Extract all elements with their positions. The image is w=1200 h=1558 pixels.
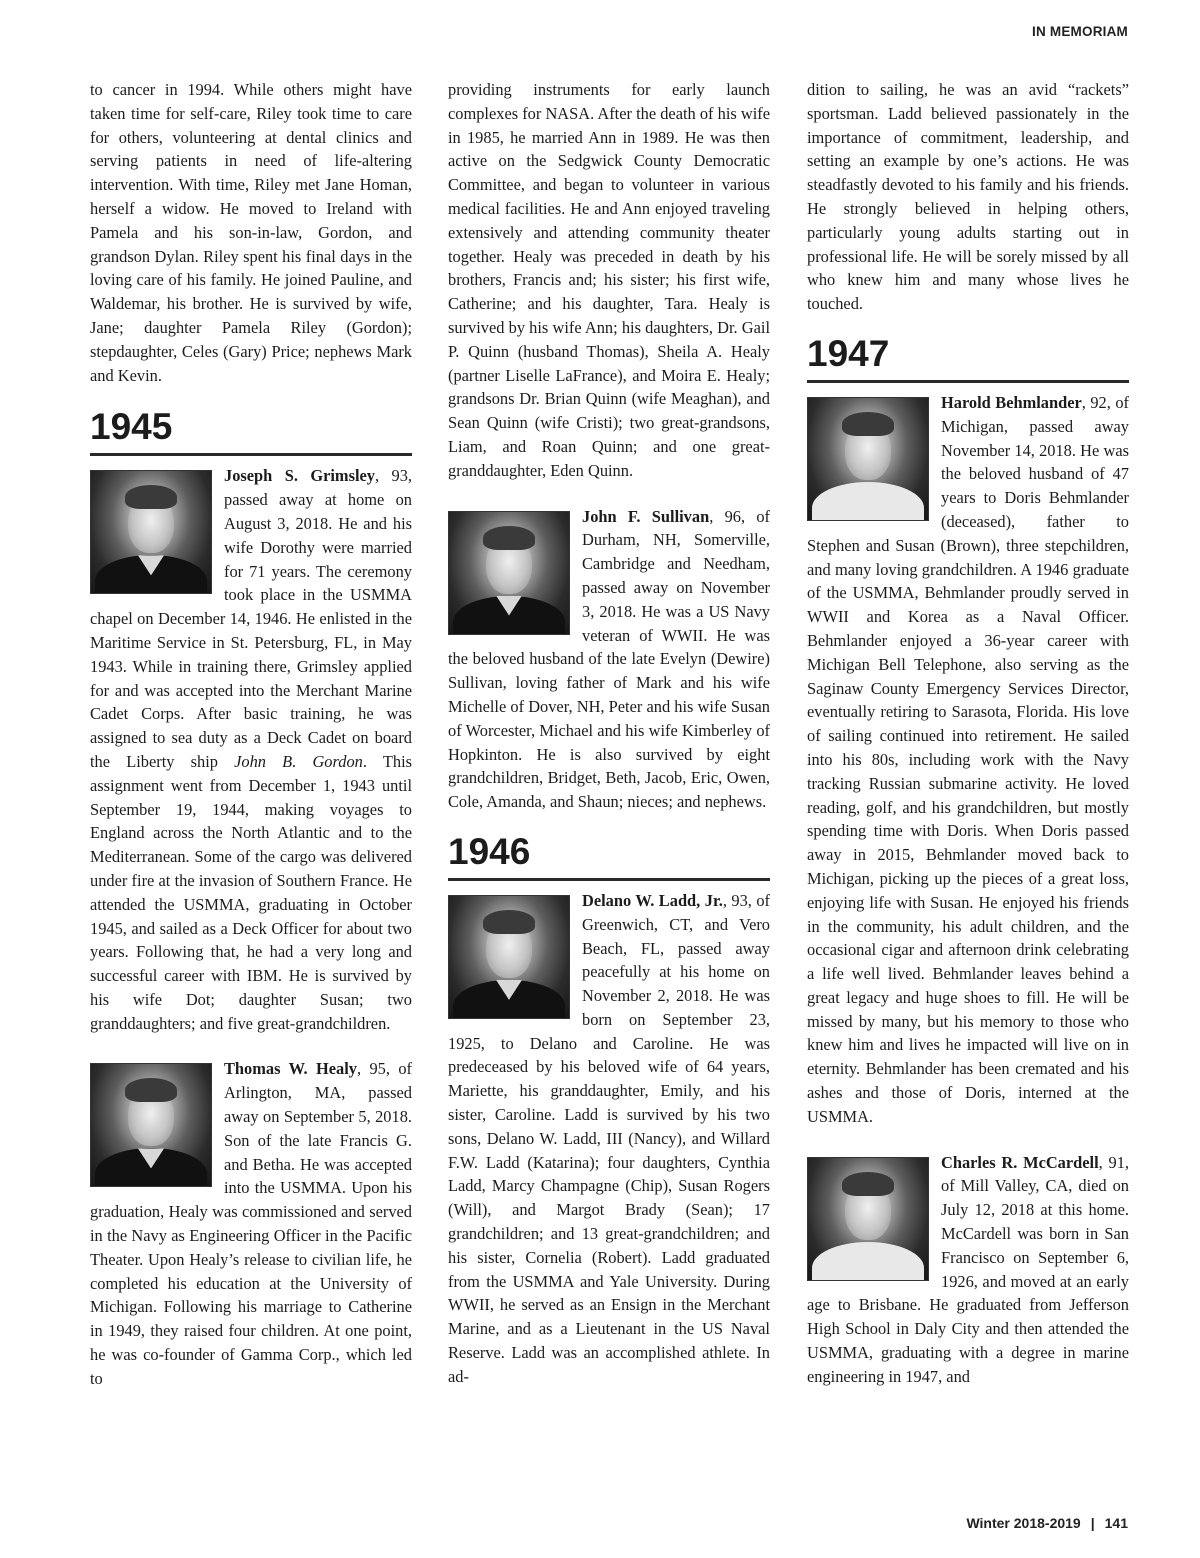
column-1 bbox=[90, 78, 412, 1391]
portrait-photo-mccardell bbox=[807, 1157, 929, 1281]
ship-name: John B. Gordon bbox=[234, 751, 363, 771]
riley-continued-text: to cancer in 1994. While others might have taken time for self-care, Riley took time to care for others, volunteering at dental clinics and serving patients in need of life-altering intervention. With time, Riley met Jane Homan, herself a widow. He moved to Ireland with Pamela and his son-in-law, Gordon, and grandson Dylan. Riley spent his final days in the loving care of his family. He joined Pauline, and Waldemar, his brother. He is survived by wife, Jane; daughter Pamela Riley (Gordon); stepdaughter, Celes (Gary) Price; nephews Mark and Kevin. bbox=[90, 80, 412, 385]
year-heading-1947: 1947 bbox=[807, 332, 1129, 383]
ladd-continued-text: dition to sailing, he was an avid “rackets” sportsman. Ladd believed passionately in the importance of commitment, leadership, and setting an example by one’s actions. He was steadfastly devoted to his family and his friends. He strongly believed in helping others, particularly young adults starting out in professional life. He will be sorely missed by all who knew him and many whose lives he touched. bbox=[807, 80, 1129, 314]
obituary-sullivan: John F. Sullivan, 96, of Durham, NH, Somerville, Cambridge and Needham, passed away on November 3, 2018. He was a US Navy veteran of WWII. He was the beloved husband of the late Evelyn (Dewire) Sullivan, loving father of Mark and his wife Michelle of Dover, NH, Peter and his wife Susan of Worcester, Michael and his wife Kimberley of Hopkinton. He is also survived by eight grandchildren, Bridget, Beth, Jacob, Eric, Owen, Cole, Amanda, and Shaun; nieces; and nephews. bbox=[448, 506, 770, 812]
obituary-name: Delano W. Ladd, Jr. bbox=[582, 890, 723, 910]
obituary-healy: Thomas W. Healy, 95, of Arlington, MA, passed away on September 5, 2018. Son of the late Francis G. and Betha. He was accepted into the USMMA. Upon his graduation, Healy was commissioned and served in the Navy as Engineering Officer in the Pacific Theater. Upon Healy’s release to civilian life, he completed his education at the University of Michigan. Following his marriage to Catherine in 1949, they raised four children. At one point, he was co-founder of Gamma Corp., which led to bbox=[90, 1059, 412, 1388]
portrait-photo-healy bbox=[90, 1063, 212, 1187]
obituary-name: John F. Sullivan bbox=[582, 506, 710, 526]
obituary-mccardell: Charles R. McCardell, 91, of Mill Valley, CA, died on July 12, 2018 at this home. McCardell was born in San Francisco on September 6, 1926, and moved at an early age to Brisbane. He graduated from Jefferson High School in Daly City and then attended the USMMA, graduating with a degree in marine engineering in 1947, and bbox=[807, 1152, 1129, 1386]
portrait-photo-grimsley bbox=[90, 470, 212, 594]
obituary-name: Harold Behmlander bbox=[941, 392, 1082, 412]
obituary-name: Charles R. McCardell bbox=[941, 1152, 1099, 1172]
year-heading-1946: 1946 bbox=[448, 830, 770, 881]
portrait-photo-behmlander bbox=[807, 397, 929, 521]
portrait-photo-ladd bbox=[448, 895, 570, 1019]
footer-separator: | bbox=[1090, 1515, 1095, 1531]
year-heading-1945: 1945 bbox=[90, 405, 412, 456]
portrait-photo-sullivan bbox=[448, 511, 570, 635]
page-number: 141 bbox=[1104, 1515, 1128, 1531]
obituary-name: Joseph S. Grimsley bbox=[224, 466, 375, 486]
obituary-ladd: Delano W. Ladd, Jr., 93, of Greenwich, CT, and Vero Beach, FL, passed away peacefully at his home on November 2, 2018. He was born on September 23, 1925, to Delano and Caroline. He was predeceased by his beloved wife of 64 years, Mariette, his granddaughter, Emily, and his sister, Caroline. Ladd is survived by his two sons, Delano W. Ladd, III (Nancy), and Willard F.W. Ladd (Katarina); four daughters, Cynthia Ladd, Marcy Champagne (Chip), Susan Rogers (Will), and Margot Brady (Sean); 17 grandchildren; and 13 great-grandchildren; and his sister, Cornelia (Robert). Ladd graduated from the USMMA and Yale University. During WWII, he served as an Ensign in the Merchant Marine, and as a Lieutenant in the US Naval Reserve. Ladd was an accomplished athlete. In ad- bbox=[448, 890, 770, 1386]
section-header: IN MEMORIAM bbox=[1032, 24, 1128, 39]
column-3 bbox=[807, 78, 1129, 1389]
column-2 bbox=[448, 78, 770, 1389]
page-footer bbox=[966, 1515, 1128, 1531]
obituary-behmlander: Harold Behmlander, 92, of Michigan, passed away November 14, 2018. He was the beloved husband of 47 years to Doris Behmlander (deceased), father to Stephen and Susan (Brown), three stepchildren, and many loving grandchildren. A 1946 graduate of the USMMA, Behmlander proudly served in WWII and Korea as a Naval Officer. Behmlander enjoyed a 36-year career with Michigan Bell Telephone, also serving as the Saginaw County Emergency Services Director, eventually retiring to Sarasota, Florida. His love of sailing continued into retirement. He sailed into his 80s, including work with the Navy tracking Russian submarine activity. He loved reading, golf, and his grandchildren, but mostly spending time with Doris. When Doris passed away in 2015, Behmlander moved back to Michigan, picking up the pieces of a great loss, enjoying life with Susan. He enjoyed his friends in the community, his adult children, and the occasional cigar and afternoon drink celebrating a life well lived. Behmlander leaves behind a great legacy and huge shoes to fill. He will be missed by many, but his memory to those who knew him and lives he impacted will live on in eternity. Behmlander has been cremated and his ashes and those of Doris, interned at the USMMA. bbox=[807, 392, 1129, 1126]
healy-continued-text: providing instruments for early launch complexes for NASA. After the death of his wife in 1985, he married Ann in 1989. He was then active on the Sedgwick County Democratic Committee, and began to volunteer in various medical facilities. He and Ann enjoyed traveling extensively and attending community theater together. Healy was preceded in death by his brothers, Francis and; his sister; his first wife, Catherine; and his daughter, Tara. Healy is survived by his wife Ann; his daughters, Dr. Gail P. Quinn (husband Thomas), Sheila A. Healy (partner Liselle LaFrance), and Moira E. Healy; grandsons Dr. Brian Quinn (wife Meaghan), and Sean Quinn (wife Cristi); two great-grandsons, Liam, and Roan Quinn; and one great-granddaughter, Eden Quinn. bbox=[448, 80, 770, 480]
obituary-name: Thomas W. Healy bbox=[224, 1059, 357, 1079]
issue-label: Winter 2018-2019 bbox=[966, 1515, 1081, 1531]
obituary-grimsley: Joseph S. Grimsley, 93, passed away at home on August 3, 2018. He and his wife Dorothy were married for 71 years. The ceremony took place in the USMMA chapel on December 14, 1946. He enlisted in the Maritime Service in St. Petersburg, FL, in May 1943. While in training there, Grimsley applied for and was accepted into the Merchant Marine Cadet Corps. After basic training, he was assigned to sea duty as a Deck Cadet on board the Liberty ship John B. Gordon. This assignment went from December 1, 1943 until September 19, 1944, making voyages to England across the North Atlantic and to the Mediterranean. Some of the cargo was delivered under fire at the invasion of Southern France. He attended the USMMA, graduating in October 1945, and sailed as a Deck Officer for about two years. Following that, he had a very long and successful career with IBM. He is survived by his wife Dot; daughter Susan; two granddaughters; and five great-grandchildren. bbox=[90, 466, 412, 1033]
